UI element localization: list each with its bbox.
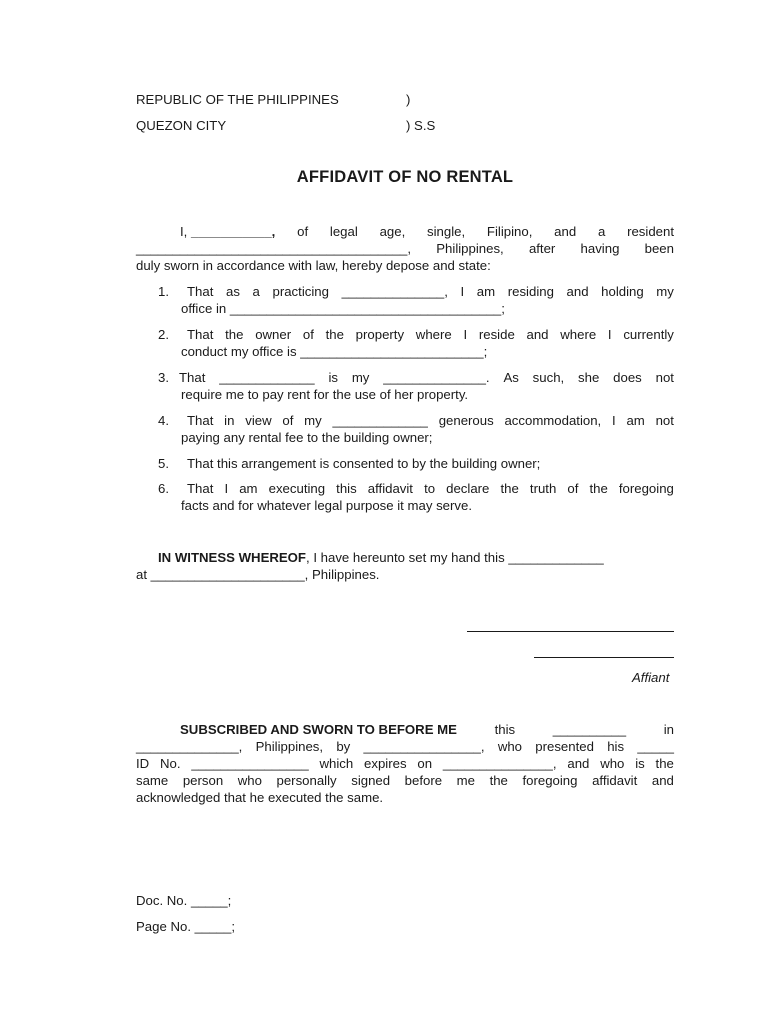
item-number: 6.	[158, 481, 169, 496]
jurat-word: affidavit	[592, 773, 638, 788]
item-word: my	[656, 284, 674, 299]
jurat-word: ______________,	[136, 739, 243, 754]
jurat-word: who	[237, 773, 262, 788]
item-word: am	[476, 284, 496, 299]
jurat-word: expires	[364, 756, 407, 771]
intro-word: Philippines,	[436, 241, 504, 256]
item-word: I	[224, 481, 229, 496]
name-blank: ___________,	[191, 224, 276, 239]
jurat-word: who	[600, 756, 625, 771]
item-number: 5.	[158, 456, 169, 471]
jurat-word: this	[494, 722, 516, 737]
item-line-1	[187, 284, 674, 300]
jurat-heading: SUBSCRIBED AND SWORN TO BEFORE ME	[180, 722, 457, 737]
item-word: I	[460, 284, 465, 299]
item-word: the	[589, 481, 608, 496]
item-word: ______________,	[341, 284, 448, 299]
jurat-word: personally	[276, 773, 337, 788]
item-line-1	[179, 370, 674, 386]
item-line-1	[187, 481, 674, 497]
jurat-word: ________________	[191, 756, 309, 771]
item-word: That	[187, 413, 214, 428]
intro-word: single,	[427, 224, 466, 239]
item-word: That	[187, 284, 214, 299]
intro-line-1	[180, 224, 674, 240]
affiant-label: Affiant	[632, 670, 670, 685]
item-word: in	[224, 413, 235, 428]
jurat-word: _____	[637, 739, 674, 754]
jurat-word: before	[404, 773, 443, 788]
jurat-word: same	[136, 773, 169, 788]
witness-heading: IN WITNESS WHEREOF	[158, 550, 306, 565]
item-word: and	[566, 284, 589, 299]
jurat-word: his	[607, 739, 625, 754]
intro-word: after	[528, 241, 556, 256]
item-word: truth	[529, 481, 557, 496]
item-line-2: facts and for whatever legal purpose it may serve.	[181, 498, 473, 513]
item-word: holding	[601, 284, 644, 299]
item-word: currently	[623, 327, 674, 342]
jurat-word: the	[655, 756, 674, 771]
jurat-word: who	[497, 739, 523, 754]
intro-word: Filipino,	[486, 224, 533, 239]
item-word: as	[226, 284, 240, 299]
item-word: am	[626, 413, 645, 428]
item-word: of	[282, 413, 294, 428]
jurat-word: signed	[351, 773, 391, 788]
item-word: That	[179, 370, 206, 385]
jurat-word: which	[319, 756, 354, 771]
jurat-word: Philippines,	[255, 739, 324, 754]
jurat-word: and	[567, 756, 590, 771]
item-word: of	[567, 481, 579, 496]
printed-name-line	[534, 657, 674, 658]
intro-word: legal	[329, 224, 358, 239]
item-line-2: office in _____________________________________;	[181, 301, 505, 316]
item-number: 2.	[158, 327, 169, 342]
jurat-word: ________________,	[363, 739, 485, 754]
page-no: Page No. _____;	[136, 919, 235, 934]
item-word: That	[187, 481, 214, 496]
item-word: my	[304, 413, 322, 428]
intro-word: and	[554, 224, 577, 239]
jurat-word: on	[417, 756, 433, 771]
item-word: is	[328, 370, 338, 385]
intro-word: having	[580, 241, 620, 256]
item-word: ______________.	[383, 370, 490, 385]
witness-line-1	[158, 550, 674, 566]
item-word: practicing	[272, 284, 329, 299]
intro-word: a	[597, 224, 606, 239]
jurat-word: person	[182, 773, 224, 788]
item-word: residing	[507, 284, 554, 299]
item-word: a	[252, 284, 260, 299]
item-word: I	[463, 327, 468, 342]
jurat-line-3	[136, 756, 674, 772]
item-word: accommodation,	[504, 413, 602, 428]
item-word: _____________	[219, 370, 315, 385]
item-word: declare	[446, 481, 490, 496]
item-word: am	[239, 481, 258, 496]
jurat-word: __________	[552, 722, 627, 737]
signature-line	[467, 631, 674, 632]
item-word: such,	[532, 370, 565, 385]
item-word: generous	[438, 413, 494, 428]
item-word: and	[526, 327, 549, 342]
item-word: I	[607, 327, 612, 342]
jurat-word: in	[663, 722, 674, 737]
jurat-word: me	[456, 773, 475, 788]
item-word: my	[351, 370, 370, 385]
caption-ss: ) S.S	[406, 118, 436, 133]
caption-paren: )	[406, 92, 411, 107]
item-word: does	[613, 370, 642, 385]
item-word: affidavit	[367, 481, 413, 496]
item-number: 3.	[158, 370, 169, 385]
caption-city: QUEZON CITY	[136, 118, 227, 133]
jurat-line-2	[136, 739, 674, 755]
jurat-word: _______________,	[442, 756, 557, 771]
jurat-word: presented	[535, 739, 594, 754]
item-word: where	[560, 327, 597, 342]
intro-word: I,	[180, 224, 188, 239]
jurat-word: and	[651, 773, 674, 788]
witness-text: , I have hereunto set my hand this _____________	[306, 550, 604, 565]
item-word: foregoing	[618, 481, 674, 496]
document-title: AFFIDAVIT OF NO RENTAL	[296, 168, 514, 186]
residence-blank: _____________________________________,	[136, 241, 412, 256]
intro-word: of	[297, 224, 309, 239]
item-word: owner	[255, 327, 292, 342]
item-line-1	[187, 327, 674, 343]
intro-word: age,	[379, 224, 406, 239]
item-word: executing	[268, 481, 326, 496]
item-line-2: conduct my office is _________________________;	[181, 344, 488, 359]
caption-republic: REPUBLIC OF THE PHILIPPINES	[136, 92, 339, 107]
jurat-line-1	[180, 722, 674, 738]
item-word: property	[355, 327, 405, 342]
intro-line-3: duly sworn in accordance with law, hereby depose and state:	[136, 258, 491, 273]
item-word: where	[415, 327, 452, 342]
intro-word: resident	[627, 224, 674, 239]
item-word: reside	[478, 327, 515, 342]
jurat-word: by	[336, 739, 351, 754]
jurat-word: No.	[160, 756, 181, 771]
item-word: of	[302, 327, 314, 342]
intro-line-2	[136, 241, 674, 257]
jurat-word: the	[489, 773, 508, 788]
item-number: 1.	[158, 284, 169, 299]
item-word: I	[612, 413, 616, 428]
item-number: 4.	[158, 413, 169, 428]
item-word: not	[655, 370, 674, 385]
intro-word: been	[644, 241, 674, 256]
item-word: _____________	[332, 413, 428, 428]
item-line-1	[187, 413, 674, 429]
item-word: not	[655, 413, 674, 428]
jurat-line-4	[136, 773, 674, 789]
item-word: That	[187, 327, 214, 342]
doc-no: Doc. No. _____;	[136, 893, 232, 908]
item-line-2: paying any rental fee to the building owner;	[181, 430, 433, 445]
item-word: the	[325, 327, 344, 342]
jurat-word: foregoing	[522, 773, 578, 788]
item-word: she	[578, 370, 600, 385]
item-word: As	[503, 370, 519, 385]
jurat-line-5: acknowledged that he executed the same.	[136, 790, 384, 805]
item-word: view	[245, 413, 272, 428]
witness-line-2: at _____________________, Philippines.	[136, 567, 380, 582]
item-word: the	[225, 327, 244, 342]
item-word: the	[500, 481, 519, 496]
item-text: That this arrangement is consented to by the building owner;	[187, 456, 541, 471]
item-line-2: require me to pay rent for the use of her property.	[181, 387, 469, 402]
item-word: to	[424, 481, 436, 496]
jurat-word: is	[635, 756, 645, 771]
item-word: this	[336, 481, 357, 496]
jurat-word: ID	[136, 756, 150, 771]
